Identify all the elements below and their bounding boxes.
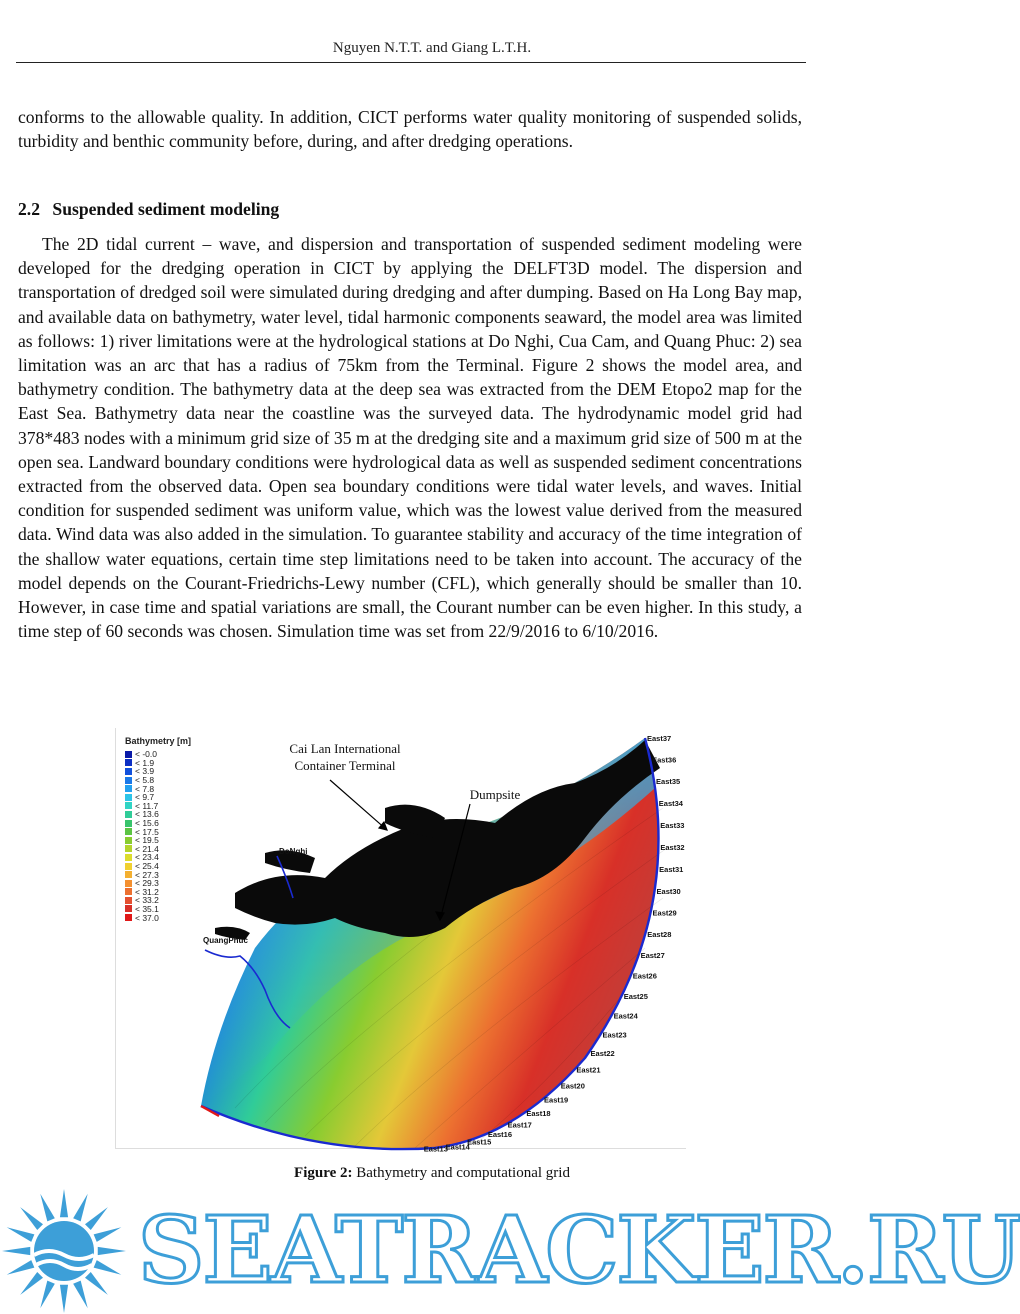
boundary-label: East30 [656,886,681,896]
legend-swatch [125,802,132,809]
sun-ray [7,1260,35,1275]
boundary-label: East19 [544,1095,569,1105]
legend-label: < 15.6 [135,818,159,829]
station-do-nghi: DoNghi [279,847,308,856]
legend-label: < 23.4 [135,852,159,863]
boundary-label: East37 [647,734,672,743]
sun-ray [20,1207,43,1230]
header-rule [16,62,806,63]
sun-ray [85,1207,108,1230]
sun-ray [40,1194,55,1222]
legend-label: < 9.7 [135,792,155,803]
legend-label: < 13.6 [135,809,159,820]
legend-swatch [125,785,132,792]
watermark-text: SEATRACKER.RU [138,1196,1020,1304]
legend-title: Bathymetry [m] [125,736,192,746]
boundary-label: East36 [652,755,677,765]
boundary-label: East16 [487,1130,513,1140]
bathymetry-map [115,728,685,1154]
legend-label: < 31.2 [135,886,159,897]
boundary-label: East33 [660,821,685,831]
figure-caption [0,1165,864,1182]
sun-ray [7,1227,35,1242]
annotation-line: Cai Lan International [289,741,401,756]
legend-swatch [125,871,132,878]
boundary-label: East24 [613,1011,638,1021]
boundary-label: East17 [507,1120,532,1130]
bathymetry-legend [125,736,191,922]
boundary-label: East25 [623,991,648,1001]
legend-swatch [125,768,132,775]
boundary-label: East27 [640,951,665,961]
boundary-label: East13 [423,1144,448,1154]
legend-swatch [125,828,132,835]
boundary-label: East26 [632,971,657,981]
legend-label: < 25.4 [135,861,159,872]
boundary-label: East31 [659,865,684,875]
sun-ray [20,1272,43,1295]
sun-ray [2,1247,30,1255]
sun-ray [85,1272,108,1295]
legend-label: < 17.5 [135,826,159,837]
legend-label: < 1.9 [135,757,155,768]
paragraph-continuation: conforms to the allowable quality. In addition, CICT performs water quality monitoring of suspended solids, turbidity and benthic community before, during, and after dredging operations. [18,107,802,152]
legend-swatch [125,751,132,758]
legend-swatch [125,854,132,861]
sun-ray [60,1189,68,1217]
boundary-label: East28 [647,930,672,940]
legend-swatch [125,914,132,921]
boundary-label: East14 [445,1142,470,1152]
boundary-label: East22 [590,1048,615,1058]
legend-label: < -0.0 [135,749,157,760]
legend-entry [125,913,191,922]
sun-ray [40,1281,55,1309]
sun-ray [98,1247,126,1255]
legend-swatch [125,880,132,887]
annotation-line: Container Terminal [294,758,396,773]
legend-swatch [125,845,132,852]
legend-label: < 37.0 [135,912,159,923]
paragraph-methods: The 2D tidal current – wave, and dispersion and transportation of suspended sediment modeling were developed for the dredging operation in CICT by applying the DELFT3D model. The dispersion and transportation of dredged soil were simulated during dredging and after dumping. Based on Ha Long Bay map, and available data on bathymetry, water level, tidal harmonic components seaward, the model area was limited as follows: 1) river limitations were at the hydrological stations at Do Nghi, Cua Cam, and Quang Phuc: 2) sea limitation was an arc that has a radius of 75km from the Terminal. Figure 2 shows the model area, and bathymetry condition. The bathymetry data at the deep sea was extracted from the DEM Etopo2 map for the East Sea. Bathymetry data near the coastline was the surveyed data. The hydrodynamic model grid had 378*483 nodes with a minimum grid size of 35 m at the dredging site and a maximum grid size of 500 m at the open sea. Landward boundary conditions were hydrological data as well as suspended sediment concentrations extracted from the observed data. Open sea boundary conditions were tidal water levels, and waves. Initial condition for suspended sediment was uniform value, which was the lowest value derived from the measured data. Wind data was also added in the simulation. To guarantee stability and accuracy of the time integration of the shallow water equations, certain time step limitations need to be taken into account. The accuracy of the model depends on the Courant-Friedrichs-Lewy number (CFL), which generally should be smaller than 10. However, in case time and spatial variations are small, the Courant number can be even higher. In this study, a time step of 60 seconds was chosen. Simulation time was set from 22/9/2016 to 6/10/2016. [18,234,802,642]
legend-swatch [125,863,132,870]
legend-label: < 7.8 [135,783,155,794]
section-heading [18,199,279,220]
sun-logo [0,1185,140,1314]
boundary-label: East23 [602,1030,627,1040]
annotation-cai-lan-terminal [245,740,445,774]
boundary-label: East35 [656,777,681,787]
legend-swatch [125,897,132,904]
legend-swatch [125,777,132,784]
legend-label: < 27.3 [135,869,159,880]
running-head: Nguyen N.T.T. and Giang L.T.H. [332,40,532,56]
caption-text: Bathymetry and computational grid [356,1165,570,1181]
station-quang-phuc: QuangPhuc [203,936,248,945]
boundary-label: East18 [526,1108,551,1118]
sun-ray [73,1194,88,1222]
caption-label: Figure 2: [294,1165,353,1181]
boundary-label: East32 [660,843,685,853]
sun-ray [60,1285,68,1313]
legend-swatch [125,888,132,895]
legend-swatch [125,759,132,766]
figure-2 [115,728,685,1154]
annotation-dumpsite: Dumpsite [469,787,521,802]
boundary-label: East29 [652,908,677,918]
watermark [0,1185,1020,1314]
legend-swatch [125,811,132,818]
legend-label: < 19.5 [135,835,159,846]
legend-swatch [125,820,132,827]
sun-ray [73,1281,88,1309]
legend-label: < 33.2 [135,895,159,906]
legend-label: < 11.7 [135,800,159,811]
legend-swatch [125,837,132,844]
legend-label: < 5.8 [135,775,155,786]
legend-label: < 21.4 [135,843,159,854]
section-number: 2.2 [18,199,40,219]
legend-label: < 35.1 [135,903,159,914]
boundary-label: East20 [560,1081,585,1091]
legend-label: < 29.3 [135,878,159,889]
legend-swatch [125,905,132,912]
boundary-label: East34 [658,799,683,809]
legend-swatch [125,794,132,801]
sun-ray [94,1260,122,1275]
boundary-label: East21 [576,1065,601,1075]
legend-label: < 3.9 [135,766,155,777]
sun-ray [94,1227,122,1242]
section-title: Suspended sediment modeling [52,199,280,219]
boundary-label: East15 [467,1137,492,1147]
